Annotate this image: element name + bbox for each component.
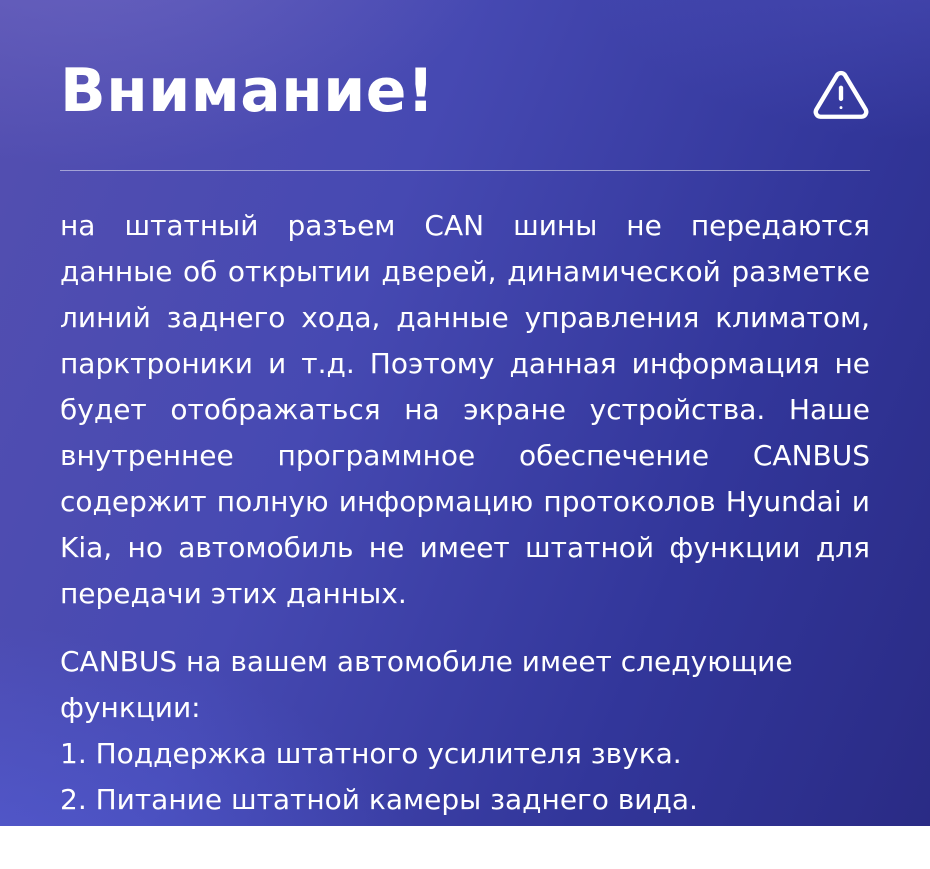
canbus-functions-list <box>60 731 870 869</box>
list-item: 1. Поддержка штатного усилителя звука. <box>60 737 682 770</box>
notice-header <box>60 58 870 128</box>
divider <box>60 170 870 171</box>
warning-triangle-icon <box>812 66 870 124</box>
notice-body <box>60 203 870 869</box>
list-item: 3. Поддержка штатных клавиш на рулевом колесе. <box>60 829 827 862</box>
list-item: 2. Питание штатной камеры заднего вида. <box>60 783 698 816</box>
notice-paragraph: на штатный разъем CAN шины не передаются данные об открытии дверей, динамической разметке линий заднего хода, данные управления климатом, парктроники и т.д. Поэтому данная информация не будет отображаться на экране устройства. Наше внутреннее программное обеспечение CANBUS содержит полную информацию протоколов Hyundai и Kia, но автомобиль не имеет штатной функции для передачи этих данных. <box>60 209 870 610</box>
page-title: Внимание! <box>60 56 435 126</box>
canbus-functions-intro: CANBUS на вашем автомобиле имеет следующие функции: <box>60 645 793 724</box>
